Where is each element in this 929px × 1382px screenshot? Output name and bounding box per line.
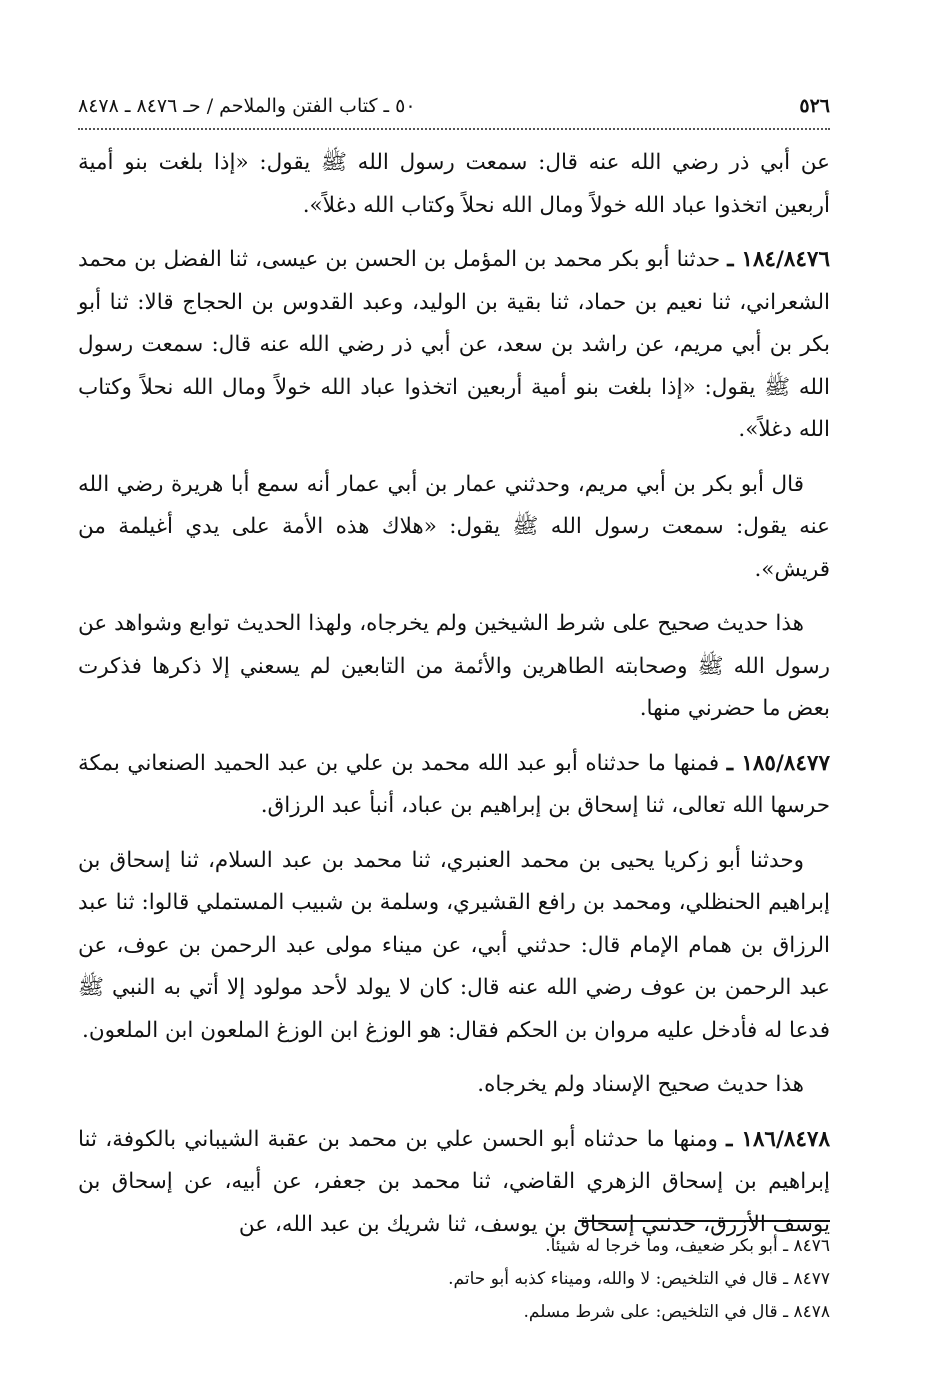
paragraph — [78, 603, 830, 731]
footnote: ٨٤٧٨ ـ قال في التلخيص: على شرط مسلم. — [523, 1302, 830, 1322]
footnote-divider — [578, 1220, 830, 1222]
paragraph-text: عن أبي ذر رضي الله عنه قال: سمعت رسول الله ﷺ يقول: «إذا بلغت بنو أمية أربعين اتخذوا عباد الله خولاً ومال الله نحلاً وكتاب الله دغلاً». — [78, 150, 830, 218]
paragraph-text: هذا حديث صحيح الإسناد ولم يخرجاه. — [477, 1072, 804, 1097]
page-number: ٥٢٦ — [799, 95, 830, 117]
paragraph — [78, 743, 830, 828]
paragraph — [78, 142, 830, 227]
paragraph-text: حدثنا أبو بكر محمد بن المؤمل بن الحسن بن عيسى، ثنا الفضل بن محمد الشعراني، ثنا نعيم بن حماد، ثنا بقية بن الوليد، وعبد القدوس بن الحجاج قالا: ثنا أبو بكر بن أبي مريم، عن راشد بن سعد، عن أبي ذر رضي الله عنه قال: سمعت رسول الله ﷺ يقول: «إذا بلغت بنو أمية أربعين اتخذوا عباد الله خولاً ومال الله نحلاً وكتاب الله دغلاً». — [78, 247, 830, 442]
hadith-number: ١٨٤/٨٤٧٦ ـ — [727, 247, 830, 272]
hadith-number: ١٨٥/٨٤٧٧ ـ — [726, 750, 830, 776]
paragraph — [78, 464, 830, 592]
paragraph — [78, 239, 830, 452]
paragraph-text: ومنها ما حدثناه أبو الحسن علي بن محمد بن عقبة الشيباني بالكوفة، ثنا إبراهيم بن إسحاق الزهري القاضي، ثنا محمد بن جعفر، عن أبيه، عن إسحاق بن يوسف الأزرق، حدثني إسحاق بن يوسف، ثنا شريك بن عبد الله، عن — [78, 1126, 830, 1237]
paragraph-text: وحدثنا أبو زكريا يحيى بن محمد العنبري، ثنا محمد بن عبد السلام، ثنا إسحاق بن إبراهيم الحنظلي، ومحمد بن رافع القشيري، وسلمة بن شبيب المستملي قالوا: ثنا عبد الرزاق بن همام الإمام قال: حدثني أبي، عن ميناء مولى عبد الرحمن بن عوف، عن عبد الرحمن بن عوف رضي الله عنه قال: كان لا يولد لأحد مولود إلا أتي به النبي ﷺ فدعا له فأدخل عليه مروان بن الحكم فقال: هو الوزغ ابن الوزغ الملعون ابن الملعون. — [78, 847, 830, 1043]
paragraph-text: هذا حديث صحيح على شرط الشيخين ولم يخرجاه، ولهذا الحديث توابع وشواهد عن رسول الله ﷺ وصحابته الطاهرين والأئمة من التابعين لم يسعني إلا ذكرها فذكرت بعض ما حضرني منها. — [78, 611, 830, 721]
footnotes — [78, 1220, 830, 1329]
footnote: ٨٤٧٧ ـ قال في التلخيص: لا والله، وميناء كذبه أبو حاتم. — [448, 1269, 830, 1289]
book-page — [78, 92, 830, 1322]
paragraph-text: قال أبو بكر بن أبي مريم، وحدثني عمار بن أبي عمار أنه سمع أبا هريرة رضي الله عنه يقول: سمعت رسول الله ﷺ يقول: «هلاك هذه الأمة على يدي أغيلمة من قريش». — [78, 471, 830, 582]
hadith-number: ١٨٦/٨٤٧٨ ـ — [726, 1126, 830, 1152]
running-header — [78, 92, 830, 130]
footnote: ٨٤٧٦ ـ أبو بكر ضعيف، وما خرجا له شيئاً. — [545, 1236, 830, 1256]
main-text — [78, 142, 830, 1246]
paragraph-text: فمنها ما حدثناه أبو عبد الله محمد بن علي بن عبد الحميد الصنعاني بمكة حرسها الله تعالى، ثنا إسحاق بن إبراهيم بن عباد، أنبأ عبد الرزاق. — [78, 750, 830, 818]
paragraph — [78, 1064, 830, 1107]
chapter-title: ٥٠ ـ كتاب الفتن والملاحم / حـ ٨٤٧٦ ـ ٨٤٧٨ — [78, 95, 416, 117]
paragraph — [78, 840, 830, 1053]
